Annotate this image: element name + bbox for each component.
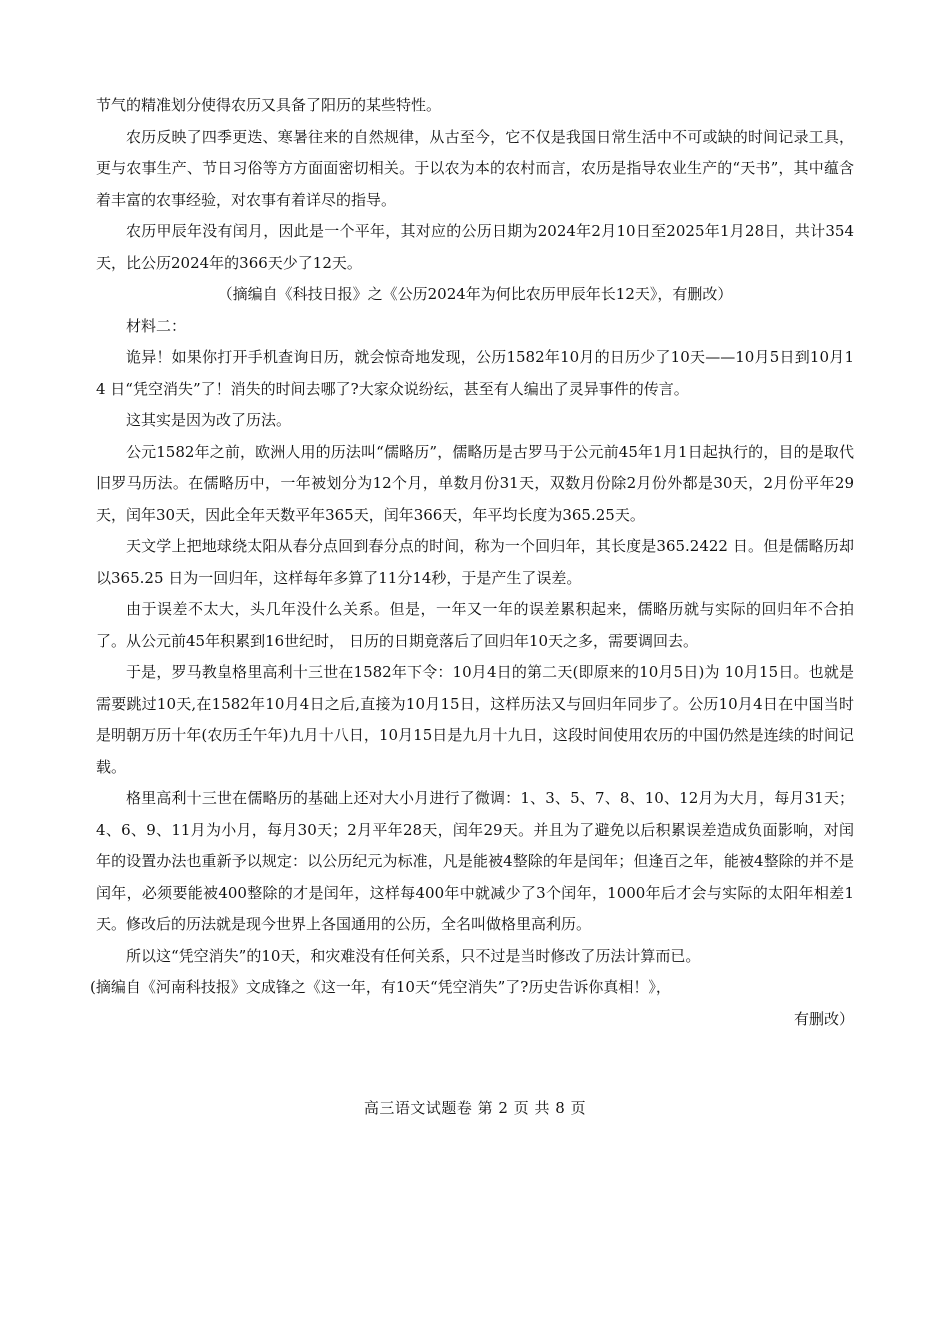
source-citation-2-line1: (摘编自《河南科技报》文成锋之《这一年，有10天“凭空消失”了?历史告诉你真相！》，: [90, 978, 671, 996]
paragraph-gregory-decree: 于是，罗马教皇格里高利十三世在1582年下令：10月4日的第二天(即原来的10月5日)为 10月15日。也就是需要跳过10天,在1582年10月4日之后,直接为10月15日，这样历法又与回归年同步了。公历10月4日在中国当时是明朝万历十年(农历壬午年)九月十八日，10月15日是九月十九日，这段时间使用农历的中国仍然是连续的时间记载。: [96, 663, 854, 776]
paragraph-lunar-calendar: 农历反映了四季更迭、寒暑往来的自然规律，从古至今，它不仅是我国日常生活中不可或缺的时间记录工具，更与农事生产、节日习俗等方方面面密切相关。于以农为本的农村而言，农历是指导农业生产的“天书”，其中蕴含着丰富的农事经验，对农事有着详尽的指导。: [96, 127, 854, 209]
paragraph-calendar-change: 这其实是因为改了历法。: [126, 411, 292, 429]
paragraph-tropical-year: 天文学上把地球绕太阳从春分点回到春分点的时间，称为一个回归年，其长度是365.2422 日。但是儒略历却以365.25 日为一回归年，这样每年多算了11分14秒，于是产生了误差。: [96, 537, 854, 587]
paragraph-strange-calendar: 诡异！如果你打开手机查询日历，就会惊奇地发现，公历1582年10月的日历少了10天——10月5日到10月14 日“凭空消失”了！消失的时间去哪了?大家众说纷纭，甚至有人编出了灵异事件的传言。: [96, 348, 854, 398]
paragraph-month-adjustment: 格里高利十三世在儒略历的基础上还对大小月进行了微调：1、3、5、7、8、10、12月为大月，每月31天；4、6、9、11月为小月，每月30天；2月平年28天，闰年29天。并且为了避免以后积累误差造成负面影响，对闰年的设置办法也重新予以规定：以公历纪元为标准，凡是能被4整除的年是闰年；但逢百之年，能被4整除的并不是闰年，必须要能被400整除的才是闰年，这样每400年中就减少了3个闰年，1000年后才会与实际的太阳年相差1天。修改后的历法就是现今世界上各国通用的公历，全名叫做格里高利历。: [96, 789, 854, 933]
paragraph-error-accumulation: 由于误差不太大，头几年没什么关系。但是，一年又一年的误差累积起来，儒略历就与实际的回归年不合拍了。从公元前45年积累到16世纪时， 日历的日期竟落后了回归年10天之多，需要调回去。: [96, 600, 854, 650]
source-citation-1: （摘编自《科技日报》之《公历2024年为何比农历甲辰年长12天》，有删改）: [217, 285, 733, 303]
source-citation-2-line2: 有删改）: [793, 1009, 854, 1028]
paragraph-leap-intro: 节气的精准划分使得农历又具备了阳历的某些特性。: [96, 96, 442, 114]
page-content: [90, 90, 854, 1035]
paragraph-julian-calendar: 公元1582年之前，欧洲人用的历法叫“儒略历”，儒略历是古罗马于公元前45年1月1日起执行的，目的是取代旧罗马历法。在儒略历中，一年被划分为12个月，单数月份31天，双数月份除2月份外都是30天，2月份平年29天，闰年30天，因此全年天数平年365天，闰年366天，年平均长度为365.25天。: [96, 442, 854, 524]
page-footer: 高三语文试题卷 第 2 页 共 8 页: [363, 1099, 587, 1117]
paragraph-conclusion: 所以这“凭空消失”的10天，和灾难没有任何关系，只不过是当时修改了历法计算而已。: [126, 946, 701, 965]
material-2-label: 材料二：: [126, 316, 187, 335]
paragraph-jiachen-year: 农历甲辰年没有闰月，因此是一个平年，其对应的公历日期为2024年2月10日至2025年1月28日，共计354天，比公历2024年的366天少了12天。: [96, 222, 854, 272]
